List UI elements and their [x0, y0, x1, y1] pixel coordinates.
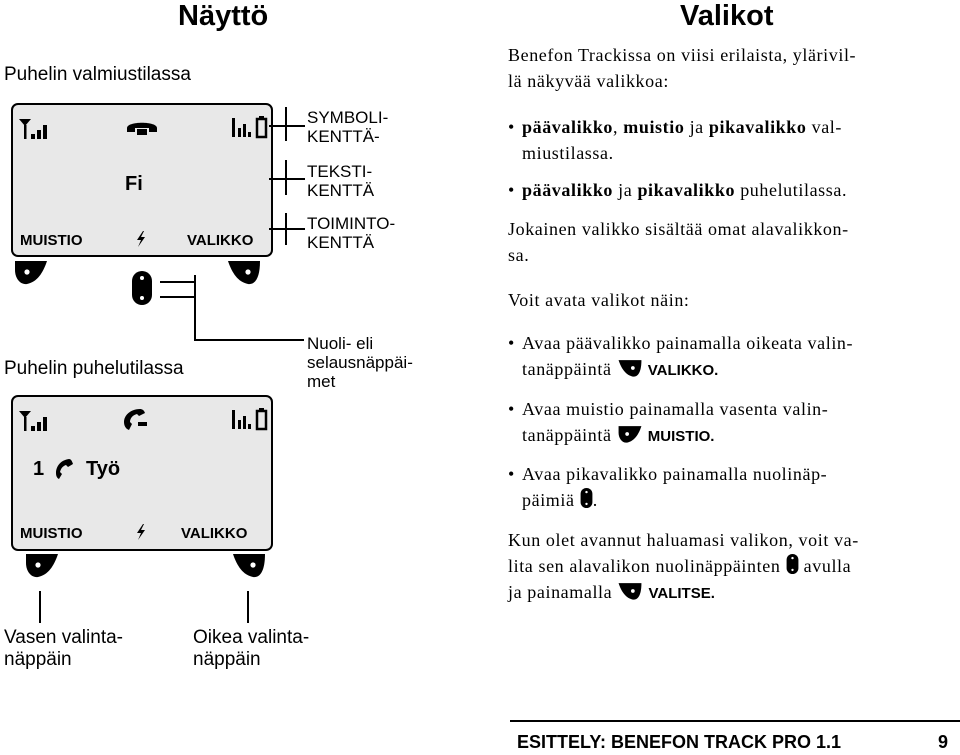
lightning-icon: [134, 523, 148, 541]
right-softkey-button[interactable]: [226, 258, 262, 286]
battery-icon: [230, 114, 270, 140]
right-softkey-button[interactable]: [231, 551, 267, 579]
standby-screen: [11, 103, 273, 257]
handset-icon: [125, 119, 159, 137]
footer-title: ESITTELY: BENEFON TRACK PRO 1.1: [517, 732, 842, 752]
scroll-key-button[interactable]: [131, 270, 153, 306]
function-field-annotation: TOIMINTO- KENTTÄ: [307, 214, 396, 252]
left-key-caption: Vasen valinta- näppäin: [4, 627, 123, 670]
bullet-open-main-menu: • Avaa päävalikko painamalla oikeata valin- tanäppäintä VALIKKO.: [508, 333, 854, 379]
text-field-annotation: TEKSTI- KENTTÄ: [307, 162, 375, 200]
left-softkey-button[interactable]: [24, 551, 60, 579]
antenna-signal-icon: [18, 409, 56, 433]
memo-softkey-label: MUISTIO: [20, 525, 83, 542]
standby-center-text: Fi: [125, 173, 143, 195]
menu-softkey-label: VALIKKO: [187, 232, 254, 249]
display-heading: Näyttö: [178, 0, 269, 32]
call-number: 1: [33, 458, 45, 480]
scroll-key-icon: [786, 553, 799, 575]
bullet-standby-menus: • päävalikko, muistio ja pikavalikko val- miustilassa.: [508, 117, 842, 163]
lightning-icon: [134, 230, 148, 248]
right-key-caption: Oikea valinta- näppäin: [193, 627, 310, 670]
call-icon: [53, 457, 75, 481]
select-submenu-paragraph: Kun olet avannut haluamasi valikon, voit va- lita sen alavalikon nuolinäppäinten avulla ja painamalla VALITSE.: [508, 530, 859, 602]
call-name: Työ: [86, 458, 121, 480]
open-menus-paragraph: Voit avata valikot näin:: [508, 290, 690, 310]
intro-paragraph: Benefon Trackissa on viisi erilaista, ylärivil- lä näkyvää valikkoa:: [508, 45, 857, 91]
menus-heading: Valikot: [680, 0, 774, 32]
memo-softkey-label: MUISTIO: [20, 232, 83, 249]
symbol-field-annotation: SYMBOLI- KENTTÄ-: [307, 108, 389, 146]
battery-icon: [230, 406, 270, 432]
bullet-open-memo: • Avaa muistio painamalla vasenta valin- tanäppäintä MUISTIO.: [508, 399, 829, 445]
menu-softkey-label: VALIKKO: [181, 525, 248, 542]
bullet-open-quick-menu: • Avaa pikavalikko painamalla nuolinäp- päimiä .: [508, 464, 828, 510]
page-number: 9: [938, 732, 949, 752]
scroll-key-icon: [580, 487, 593, 509]
bullet-call-menus: • päävalikko ja pikavalikko puhelutilassa.: [508, 180, 848, 200]
right-softkey-icon: [617, 358, 643, 378]
submenu-paragraph: Jokainen valikko sisältää omat alavalikkon- sa.: [508, 219, 849, 265]
left-softkey-icon: [617, 424, 643, 444]
call-screen: [11, 395, 273, 551]
call-icon: [121, 407, 149, 433]
antenna-signal-icon: [18, 117, 56, 141]
left-softkey-button[interactable]: [13, 258, 49, 286]
standby-label: Puhelin valmiustilassa: [4, 64, 191, 85]
arrow-keys-annotation: Nuoli- eli selausnäppäi- met: [307, 334, 413, 391]
call-mode-label: Puhelin puhelutilassa: [4, 358, 184, 379]
right-softkey-icon: [617, 581, 643, 601]
